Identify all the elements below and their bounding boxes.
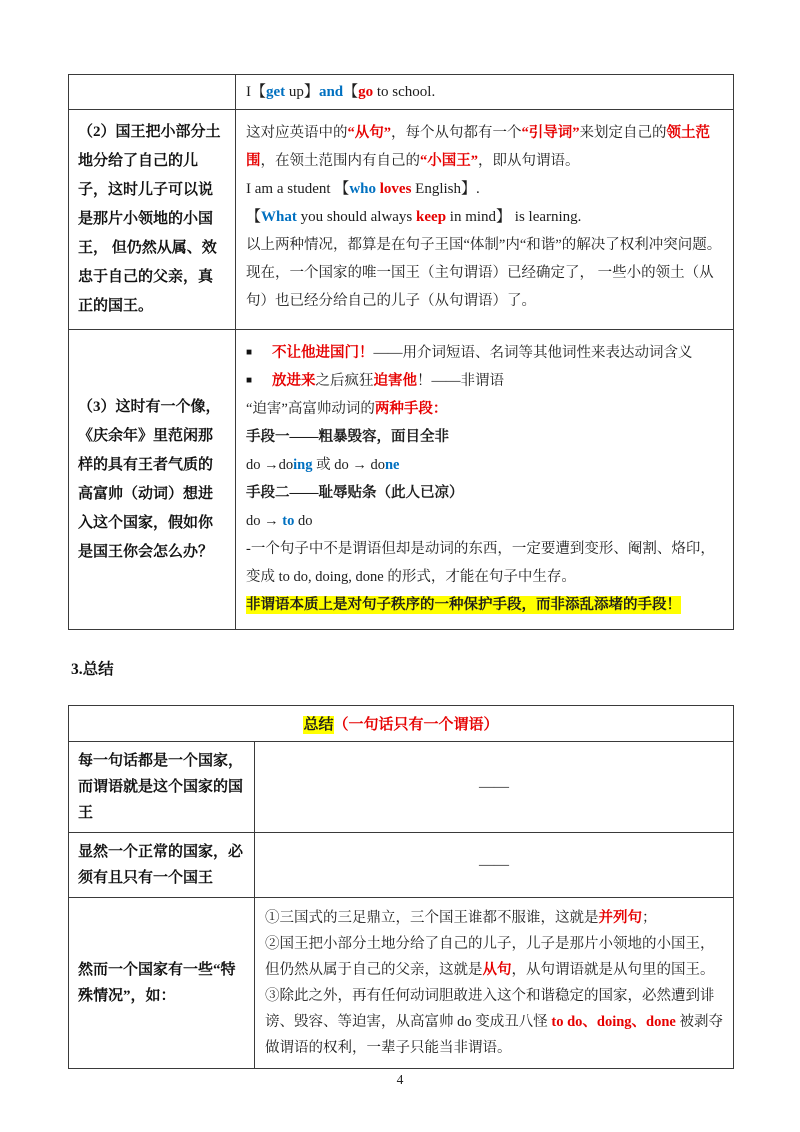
two-methods-line: “迫害”高富帅动词的两种手段： — [246, 401, 448, 417]
summary-row1-right: —— — [255, 742, 734, 833]
summary-row-1 — [69, 742, 734, 833]
king-sons-metaphor-text: （2）国王把小部分土地分给了自己的儿子，这时儿子可以说是那片小领地的小国王， 但仍然从属、效忠于自己的父亲，真正的国王。 — [78, 124, 221, 314]
bullet-option-1: ■ 不让他进国门！——用介词短语、名词等其他词性来表达动词含义 — [246, 345, 693, 361]
row1-right-cell — [236, 75, 734, 110]
table-row-clause — [69, 110, 734, 330]
row2-right-cell — [236, 110, 734, 330]
clause-example-line-1: I am a student 【who loves English】. — [246, 181, 480, 197]
document-content — [68, 74, 734, 1069]
row3-left-cell — [69, 330, 236, 630]
special-cases-text: 然而一个国家有一些“特殊情况”，如： — [78, 962, 236, 1004]
special-case-2: ②国王把小部分土地分给了自己的儿子，儿子是那片小领地的小国王，但仍然从属于自己的父亲，这就是从句，从句谓语就是从句里的国王。 — [265, 936, 715, 978]
clause-conclusion-line: 现在，一个国家的唯一国王（主句谓语）已经确定了， 一些小的领土（从句）也已经分给自己的儿子（从句谓语）了。 — [246, 265, 714, 309]
bullet-option-2: ■ 放进来之后疯狂迫害他！——非谓语 — [246, 373, 505, 389]
summary-row-3 — [69, 898, 734, 1069]
nonfinite-rule-line: -一个句子中不是谓语但却是动词的东西，一定要遭到变形、阉割、烙印，变成 to do, doing, done 的形式，才能在句子中生存。 — [246, 541, 715, 585]
row3-right-cell — [236, 330, 734, 630]
summary-row2-left — [69, 833, 255, 898]
clause-summary-line: 以上两种情况，都算是在句子王国“体制”内“和谐”的解决了权利冲突问题。 — [246, 237, 722, 253]
page-number: 4 — [396, 1072, 404, 1087]
special-case-3: ③除此之外，再有任何动词胆敢进入这个和谐稳定的国家，必然遭到诽谤、毁容、等迫害，从高富帅 do 变成丑八怪 to do、doing、done 被剥夺做谓语的权利，一辈子只能当非谓语。 — [265, 988, 723, 1056]
sentence-kingdom-text: 每一句话都是一个国家，而谓语就是这个国家的国王 — [78, 753, 244, 821]
section-heading: 3.总结 — [71, 661, 114, 678]
row1-left-cell-empty — [69, 75, 236, 110]
one-king-text: 显然一个正常的国家，必须有且只有一个国王 — [78, 844, 244, 886]
summary-row-2 — [69, 833, 734, 898]
clause-explanation-line: 这对应英语中的“从句”，每个从句都有一个“引导词”来划定自己的领土范围，在领土范围内有自己的“小国王”，即从句谓语。 — [246, 125, 710, 169]
table-row-example — [69, 75, 734, 110]
method-2-forms: do → to do — [246, 513, 313, 529]
nonfinite-highlight-line: 非谓语本质上是对句子秩序的一种保护手段，而非添乱添堵的手段！ — [246, 597, 681, 613]
summary-row3-right — [255, 898, 734, 1069]
intruder-metaphor-text: （3）这时有一个像，《庆余年》里范闲那样的具有王者气质的高富帅（动词）想进入这个国家，假如你是国王你会怎么办？ — [78, 398, 221, 560]
summary-row3-left — [69, 898, 255, 1069]
method-2-title: 手段二——耻辱贴条（此人已凉） — [246, 485, 464, 501]
grammar-metaphor-table — [68, 74, 734, 630]
summary-table — [68, 705, 734, 1069]
summary-row2-right: —— — [255, 833, 734, 898]
summary-header-cell: 总结（一句话只有一个谓语） — [69, 706, 734, 742]
method-1-title: 手段一——粗暴毁容，面目全非 — [246, 429, 449, 445]
english-example-line: I【get up】and【go to school. — [246, 84, 436, 100]
summary-row1-left — [69, 742, 255, 833]
special-case-1: ①三国式的三足鼎立，三个国王谁都不服谁，这就是并列句； — [265, 910, 657, 926]
summary-header-row — [69, 706, 734, 742]
row2-left-cell — [69, 110, 236, 330]
clause-example-line-2: 【What you should always keep in mind】 is learning. — [246, 209, 582, 225]
method-1-forms: do →doing 或 do → done — [246, 457, 400, 473]
table-row-nonfinite — [69, 330, 734, 630]
